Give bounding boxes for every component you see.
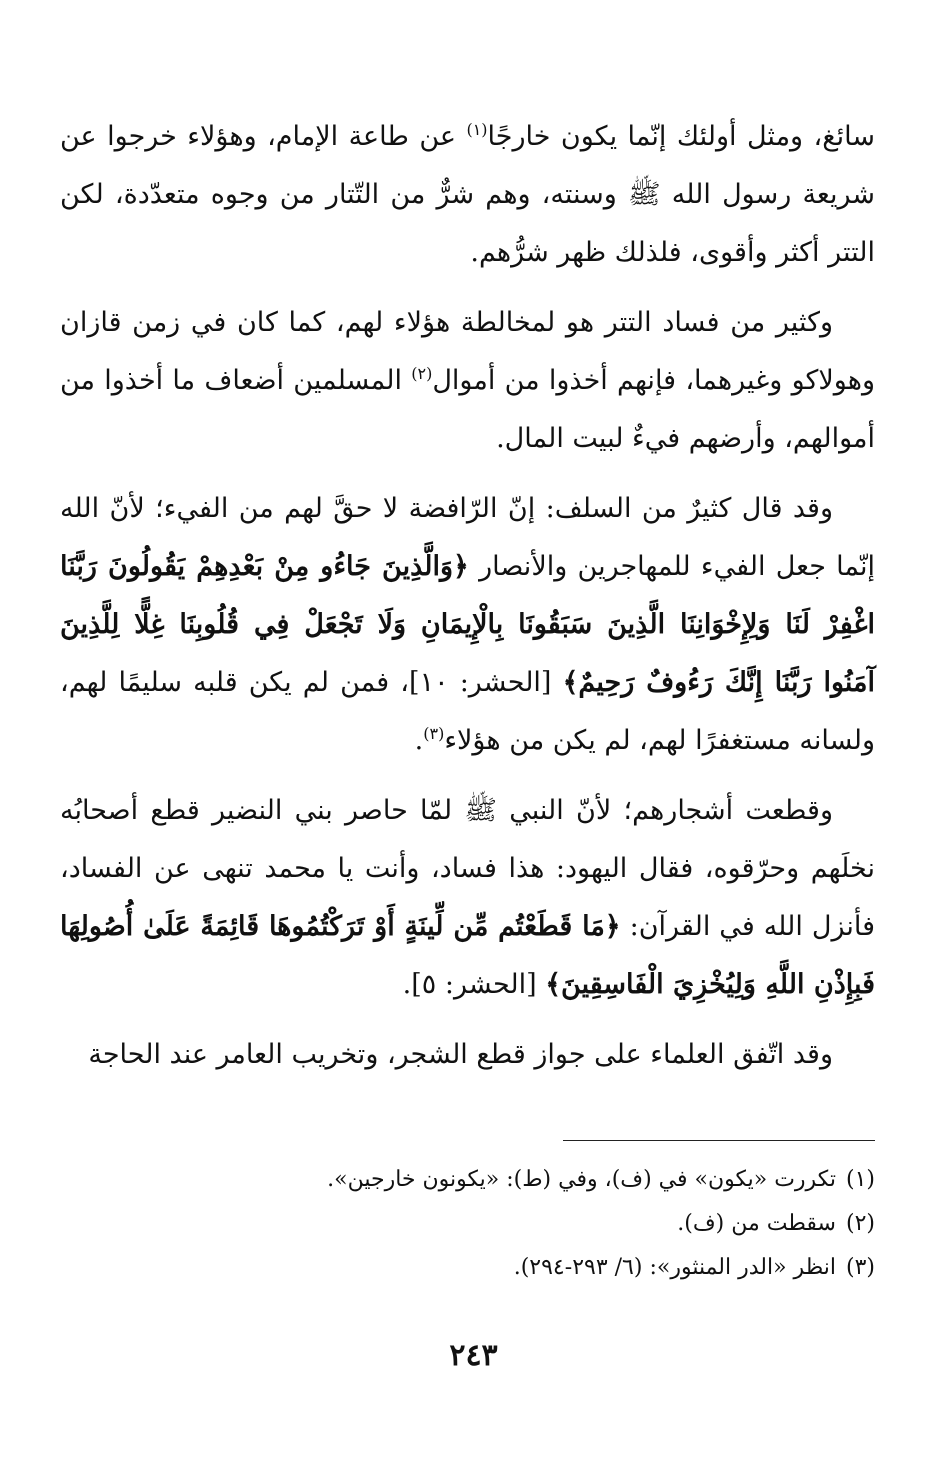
paragraph-text: وكثير من فساد التتر هو لمخالطة هؤلاء لهم، كما كان في زمن قازان وهولاكو وغيرهما، فإنهم أخذوا من أموال — [60, 307, 875, 396]
paragraph-text: وقد قال كثيرٌ من السلف: إنّ الرّافضة لا حقَّ لهم من الفيء؛ لأنّ الله إنّما جعل الفيء للمهاجرين والأنصار — [60, 493, 875, 582]
paragraph-3 — [60, 480, 875, 770]
footnote-1 — [60, 1158, 875, 1202]
paragraph-text: [الحشر: ٥]. — [402, 969, 546, 1000]
paragraph-5 — [60, 1026, 875, 1084]
footnote-number: (١) — [845, 1167, 875, 1192]
footnote-ref-2[interactable]: (٢) — [411, 364, 433, 383]
paragraph-1 — [60, 108, 875, 282]
footnote-2 — [60, 1202, 875, 1246]
footnote-number: (٣) — [845, 1255, 875, 1280]
paragraph-text: سائغ، ومثل أولئك إنّما يكون خارجًا — [487, 121, 875, 152]
footnote-text: انظر «الدر المنثور»: (٦/ ٢٩٣-٢٩٤). — [513, 1255, 836, 1280]
main-text — [60, 108, 875, 1096]
paragraph-text: وقطعت أشجارهم؛ لأنّ النبي ﷺ لمّا حاصر بني النضير قطع أصحابُه نخلَهم وحرّقوه، فقال اليهود: هذا فساد، وأنت يا محمد تنهى عن الفساد، فأنزل الله في القرآن: — [60, 795, 875, 942]
quran-verse: ﴿مَا قَطَعْتُم مِّن لِّينَةٍ أَوْ تَرَكْتُمُوهَا قَائِمَةً عَلَىٰ أُصُولِهَا فَبِإِذْنِ اللَّهِ وَلِيُخْزِيَ الْفَاسِقِينَ﴾ — [60, 911, 875, 1000]
paragraph-text: المسلمين أضعاف ما أخذوا من أموالهم، وأرضهم فيءٌ لبيت المال. — [60, 365, 875, 454]
paragraph-text: عن طاعة الإمام، وهؤلاء خرجوا عن شريعة رسول الله ﷺ وسنته، وهم شرٌّ من التّتار من وجوه متعدّدة، لكن التتر أكثر وأقوى، فلذلك ظهر شرُّهم. — [60, 121, 875, 268]
footnote-divider — [563, 1140, 875, 1141]
footnotes — [60, 1158, 875, 1290]
footnote-3 — [60, 1246, 875, 1290]
paragraph-2 — [60, 294, 875, 468]
footnote-text: تكررت «يكون» في (ف)، وفي (ط): «يكونون خارجين». — [327, 1167, 836, 1192]
paragraph-text: وقد اتّفق العلماء على جواز قطع الشجر، وتخريب العامر عند الحاجة — [88, 1039, 833, 1070]
quran-verse: ﴿وَالَّذِينَ جَاءُو مِنْ بَعْدِهِمْ يَقُولُونَ رَبَّنَا اغْفِرْ لَنَا وَلِإِخْوَانِنَا الَّذِينَ سَبَقُونَا بِالْإِيمَانِ وَلَا تَجْعَلْ فِي قُلُوبِنَا غِلًّا لِلَّذِينَ آمَنُوا رَبَّنَا إِنَّكَ رَءُوفٌ رَحِيمٌ﴾ — [60, 551, 876, 698]
footnote-ref-3[interactable]: (٣) — [423, 724, 445, 743]
page-number: ٢٤٣ — [449, 1338, 498, 1373]
footnote-text: سقطت من (ف). — [677, 1211, 836, 1236]
paragraph-text: [الحشر: ١٠]، فمن لم يكن قلبه سليمًا لهم، ولسانه مستغفرًا لهم، لم يكن من هؤلاء — [60, 667, 875, 756]
paragraph-4 — [60, 782, 875, 1014]
footnote-ref-1[interactable]: (١) — [466, 120, 488, 139]
footnote-number: (٢) — [845, 1211, 875, 1236]
paragraph-text: . — [414, 725, 424, 756]
